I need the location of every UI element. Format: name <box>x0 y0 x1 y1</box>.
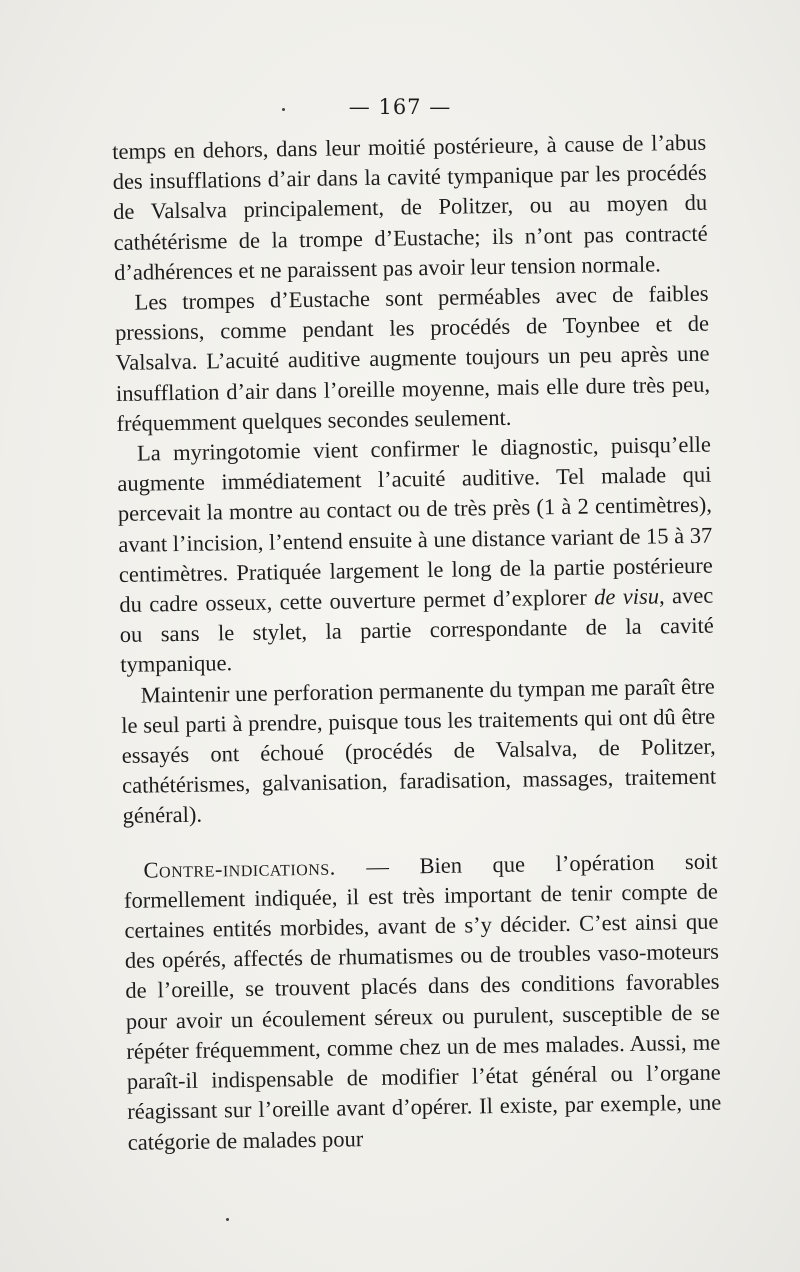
paragraph: Maintenir une perforation permanente du tympan me paraît être le seul parti à prendre, puisque tous les traitements qui ont dû être essayés ont échoué (procédés de Valsalva, de Politzer, cathétérismes, galvanisation, faradisation, massages, traitement général). <box>121 673 717 829</box>
page-number: — 167 — <box>348 95 452 119</box>
section-heading: Contre-indications. <box>143 854 336 883</box>
paragraph: Les trompes d’Eustache sont perméables avec de faibles pressions, comme pendant les procédés de Toynbee et de Valsalva. L’acuité auditive augmente toujours un peu après une insufflation d’air dans l’oreille moyenne, mais elle dure très peu, fréquemment quelques secondes seulement. <box>114 280 711 436</box>
paragraph-text: — Bien que l’opération soit formellement indiquée, il est très important de tenir compte de certaines entités morbides, avant de s’y décider. C’est ainsi que des opérés, affectés de rhumatismes ou de troubles vaso-moteurs de l’oreille, se trouvent placés dans des conditions favorables pour avoir un écoulement séreux ou purulent, susceptible de se répéter fréquemment, comme chez un de mes malades. Aussi, me paraît-il indispensable de modifier l’état général ou l’organe réagissant sur l’oreille avant d’opérer. Il existe, par exemple, une catégorie de malades pour <box>123 848 722 1155</box>
body-text <box>112 128 722 1158</box>
paragraph-text: , avec ou sans le stylet, la partie correspondante de la cavité tympanique. <box>119 582 714 678</box>
paragraph-text: La myringotomie vient confirmer le diagnostic, puisqu’elle augmente immédiatement l’acuité auditive. Tel malade qui percevait la montre au contact ou de très près (1 à 2 centimètres), avant l’incision, l’entend ensuite à une distance variant de 15 à 37 centimètres. Pratiquée largement le long de la partie postérieure du cadre osseux, cette ouverture permet d’explorer <box>117 431 713 617</box>
paragraph: temps en dehors, dans leur moitié postérieure, à cause de l’abus des insufflations d’air dans la cavité tympanique par les procédés de Valsalva principalement, de Politzer, ou au moyen du cathétérisme de la trompe d’Eustache; ils n’ont pas contracté d’adhérences et ne paraissent pas avoir leur tension normale. <box>112 129 708 285</box>
ink-speck <box>226 1218 229 1221</box>
paragraph <box>117 430 715 681</box>
italic-phrase: de visu <box>593 583 660 610</box>
paragraph <box>123 846 722 1157</box>
